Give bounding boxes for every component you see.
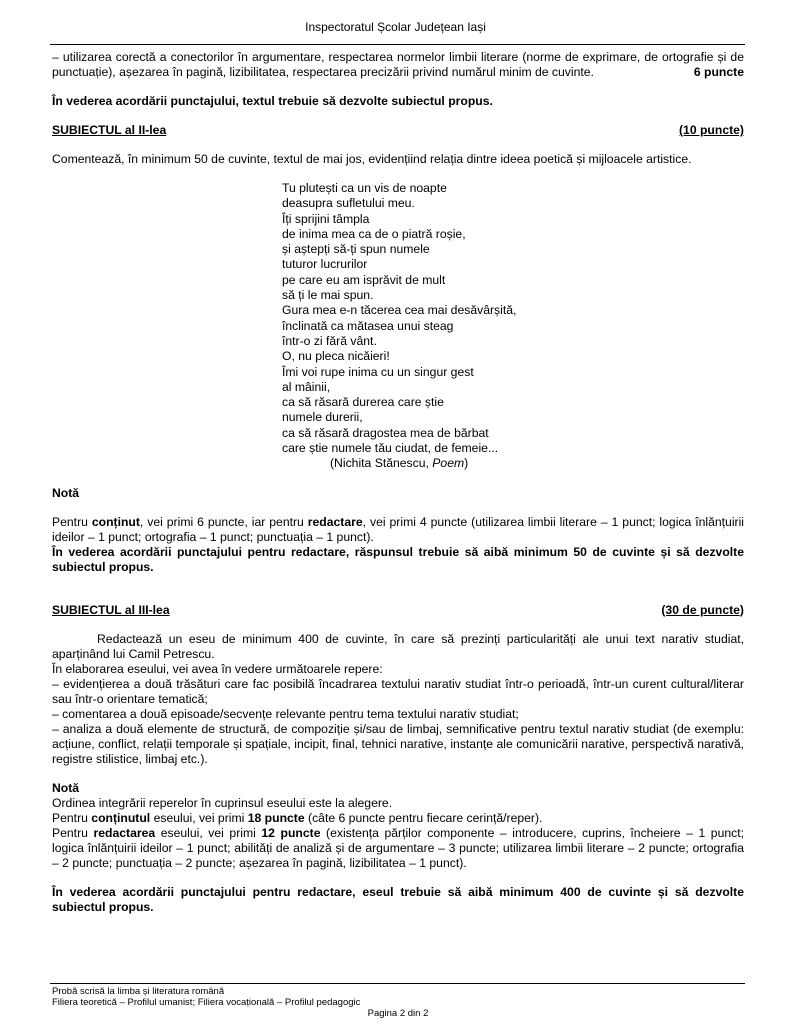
poem-line: pe care eu am isprăvit de mult [282,272,446,287]
page-header: Inspectoratul Școlar Județean Iași [305,20,486,34]
subject2-points: (10 puncte) [678,123,744,137]
poem [282,181,744,472]
poem-line: care știe numele tău ciudat, de femeie... [282,441,499,456]
subject3-item: – comentarea a două episoade/secvențe relevante pentru tema textului narativ studiat; [52,706,519,721]
poem-line: Îți sprijini tâmpla [282,211,370,226]
page-content [52,50,744,915]
note-content-points: 18 puncte [247,810,305,825]
poem-line: Îmi voi rupe inima cu un singur gest [282,364,474,379]
poem-line: O, nu pleca nicăieri! [282,349,390,364]
intro-points: 6 puncte [693,65,744,79]
subject2-note-title: Notă [52,485,80,500]
poem-line: Tu plutești ca un vis de noapte [282,181,447,195]
subject3-heading [52,603,744,618]
note-text: eseului, vei primi [150,810,248,825]
note-text: Pentru [52,514,92,529]
intro-paragraph [52,50,744,80]
poem-line: să ți le mai spun. [282,288,374,303]
subject2-title: SUBIECTUL al II-lea [52,123,167,137]
note-redactare-points: 12 puncte [261,825,321,840]
note-text: (câte 6 puncte pentru fiecare cerință/reper). [304,810,543,825]
note-continut: conținut [91,514,140,529]
subject3-task: Redactează un eseu de minimum 400 de cuvinte, în care să prezinți particularități ale unui text narativ studiat, aparținând lui Camil Petrescu. [52,631,744,661]
subject3-note-title: Notă [52,780,80,795]
page-footer [52,986,744,1019]
subject2-heading [52,123,744,138]
subject3-note-content [52,811,744,826]
note-text: (existența părților componente – introducere, cuprins, încheiere – 1 punct; logica înlănțuirii ideilor – 1 punct; abilități de analiză și de argumentare – 3 puncte; utilizarea limbii literare – 2 puncte; ortografia – 2 puncte; punctuația – 2 puncte; așezarea în pagină, lizibilitatea – 1 punct). [52,825,744,870]
poem-line: numele durerii, [282,410,363,425]
note-redactarea: redactarea [93,825,156,840]
intro-continuation: – utilizarea corectă a conectorilor în argumentare, respectarea normelor limbii literare (norme de exprimare, de ortografie și de punctuație), așezarea în pagină, lizibilitatea, respectarea precizării privind numărul minim de cuvinte. [52,50,744,79]
header-rule [50,44,745,45]
note-continutul: conținutul [91,810,151,825]
poem-source [282,456,744,471]
subject3-item: – analiza a două elemente de structură, de compoziție și/sau de limbaj, semnificative pentru textul narativ studiat (de exemplu: acțiune, conflict, relații temporale și spațiale, incipit, final, tehnici narative, instanțe ale comunicării narative, perspectivă narativă, registre stilistice, limbaj etc.). [52,721,744,766]
intro-requirement: În vederea acordării punctajului, textul trebuie să dezvolte subiectul propus. [52,94,493,108]
poem-line: Gura mea e-n tăcerea cea mai desăvârșită, [282,303,517,318]
subject3-requirement: În vederea acordării punctajului pentru redactare, eseul trebuie să aibă minimum 400 de cuvinte și să dezvolte subiectul propus. [52,884,744,914]
subject2-requirement: În vederea acordării punctajului pentru redactare, răspunsul trebuie să aibă minimum 50 de cuvinte și să dezvolte subiectul propus. [52,544,744,574]
footer-line1: Probă scrisă la limba și literatura română [52,986,225,997]
subject2-note [52,515,744,545]
footer-page-number: Pagina 2 din 2 [367,1008,429,1019]
poem-line: și aștepți să-ți spun numele [282,242,430,257]
poem-source-author: (Nichita Stănescu, [330,456,433,471]
note-text: , vei primi 4 puncte (utilizarea limbii literare – 1 punct; logica înlănțuirii ideilor – 1 punct; ortografia – 1 punct; punctuația – 1 punct). [52,514,744,544]
subject2-task: Comentează, în minimum 50 de cuvinte, textul de mai jos, evidențiind relația dintre ideea poetică și mijloacele artistice. [52,152,692,166]
poem-line: înclinată ca mătasea unui steag [282,318,454,333]
note-text: Pentru [52,825,94,840]
subject3-guide: În elaborarea eseului, vei avea în vedere următoarele repere: [52,661,383,676]
note-text: eseului, vei primi [155,825,262,840]
note-text: , vei primi 6 puncte, iar pentru [139,514,308,529]
note-redactare: redactare [307,514,363,529]
footer-rule [50,983,745,984]
subject3-points: (30 de puncte) [661,602,744,617]
poem-source-end: ) [464,456,469,471]
subject3-note-order: Ordinea integrării reperelor în cuprinsul eseului este la alegere. [52,795,393,810]
subject3-item: – evidențierea a două trăsături care fac posibilă încadrarea textului narativ studiat într-o perioadă, într-un curent cultural/literar sau într-o orientare tematică; [52,676,744,706]
note-text: Pentru [52,810,92,825]
footer-line2: Filiera teoretică – Profilul umanist; Filiera vocațională – Profilul pedagogic [52,997,361,1008]
poem-line: ca să răsară dragostea mea de bărbat [282,425,489,440]
poem-line: de inima mea ca de o piatră roșie, [282,226,466,241]
poem-line: deasupra sufletului meu. [282,196,415,211]
poem-line: tuturor lucrurilor [282,257,368,272]
poem-line: într-o zi fără vânt. [282,333,377,348]
poem-source-title: Poem [432,456,465,471]
poem-line: al mâinii, [282,379,331,394]
subject3-title: SUBIECTUL al III-lea [52,602,170,617]
subject3-note-redactare [52,826,744,871]
poem-line: ca să răsară durerea care știe [282,395,444,410]
